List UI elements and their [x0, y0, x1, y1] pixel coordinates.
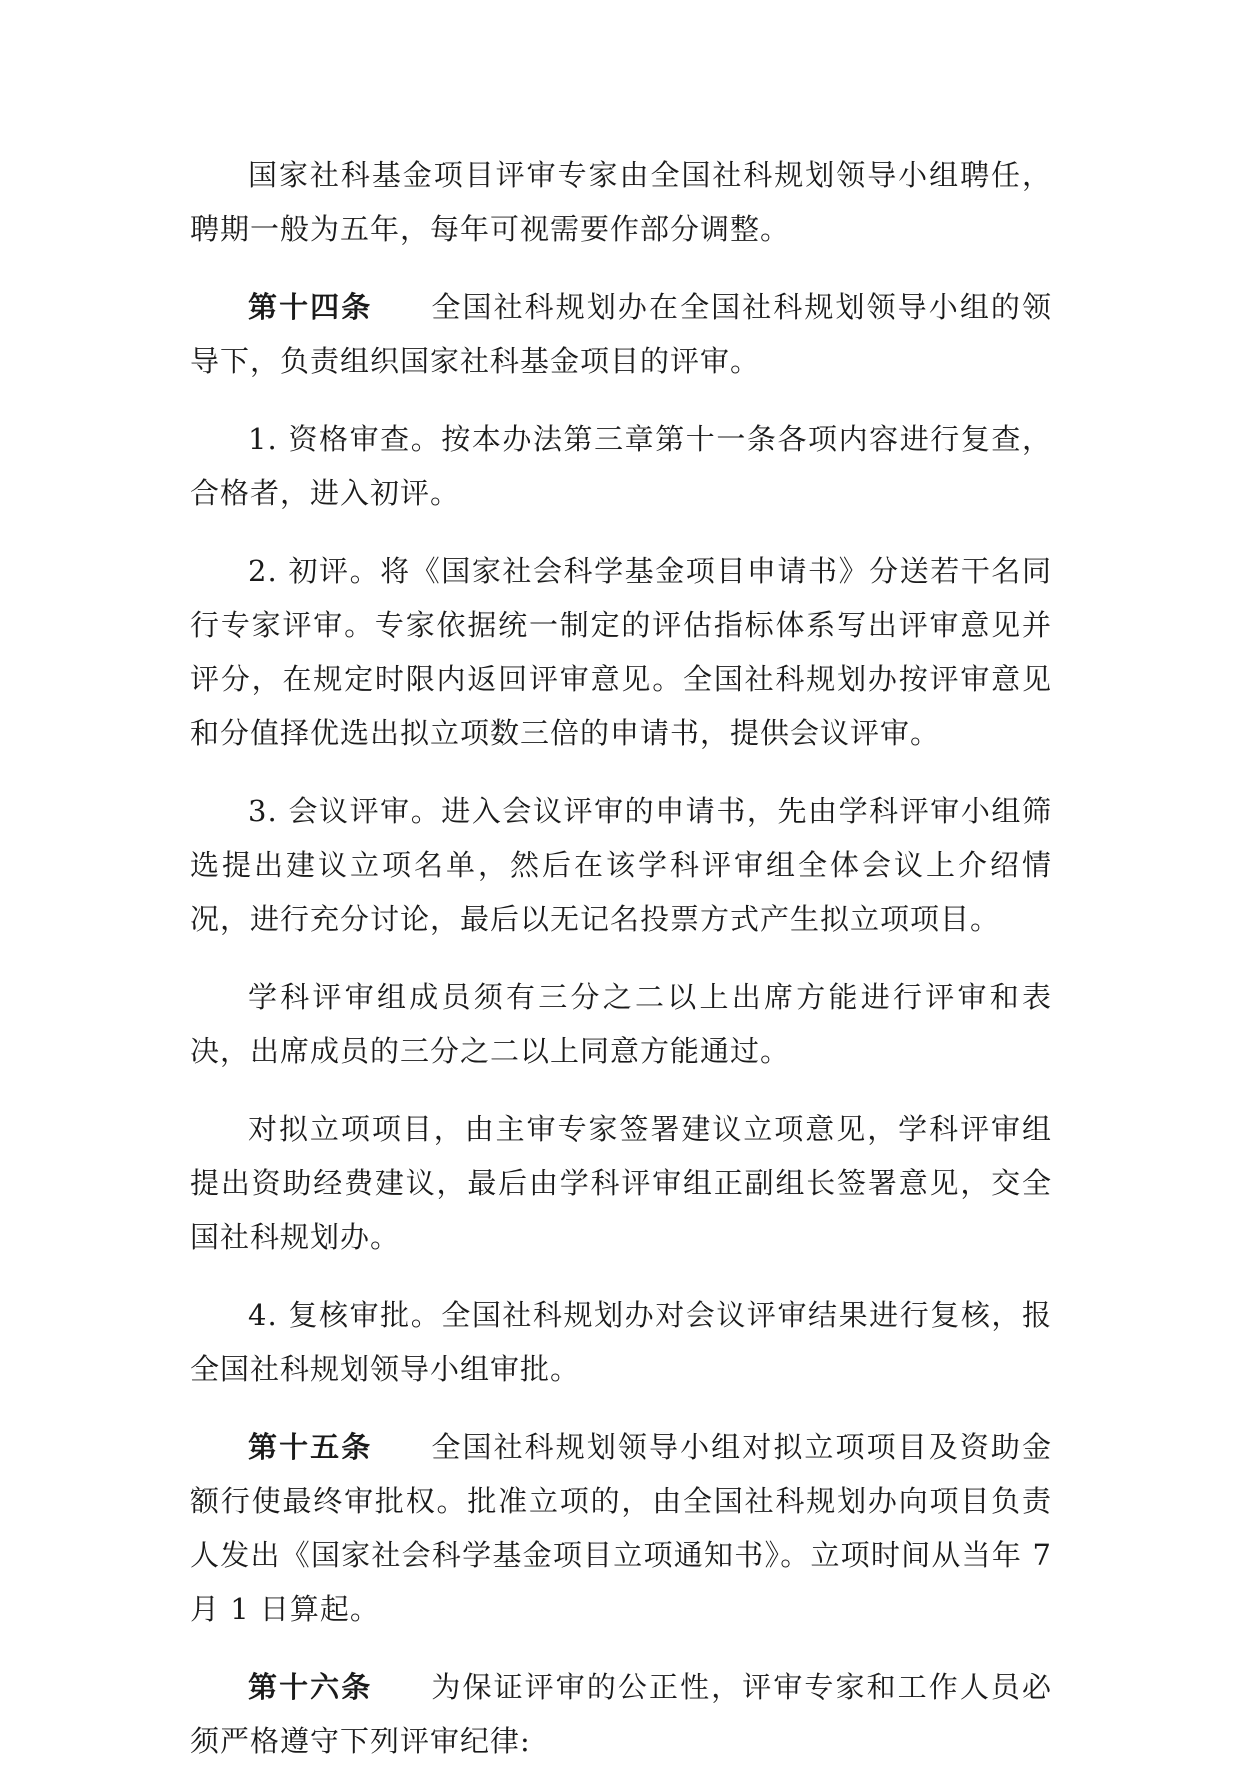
item-preliminary-review	[190, 544, 1052, 760]
paragraph-text: 3. 会议评审。进入会议评审的申请书，先由学科评审小组筛选提出建议立项名单，然后在该学科评审组全体会议上介绍情况，进行充分讨论，最后以无记名投票方式产生拟立项项目。	[190, 794, 1052, 936]
paragraph-text: 4. 复核审批。全国社科规划办对会议评审结果进行复核，报全国社科规划领导小组审批。	[190, 1298, 1052, 1386]
item-qualification-review	[190, 412, 1052, 520]
paragraph-text: 全国社科规划办在全国社科规划领导小组的领导下，负责组织国家社科基金项目的评审。	[190, 290, 1052, 378]
paragraph-text: 全国社科规划领导小组对拟立项项目及资助金额行使最终审批权。批准立项的，由全国社科规划办向项目负责人发出《国家社会科学基金项目立项通知书》。立项时间从当年 7 月 1 日算起。	[190, 1430, 1063, 1626]
item-meeting-review	[190, 784, 1052, 946]
paragraph-text: 学科评审组成员须有三分之二以上出席方能进行评审和表决，出席成员的三分之二以上同意方能通过。	[190, 980, 1052, 1068]
paragraph-text: 为保证评审的公正性，评审专家和工作人员必须严格遵守下列评审纪律:	[190, 1670, 1052, 1758]
article-label: 第十五条	[248, 1430, 373, 1464]
document-page	[190, 148, 1063, 1792]
paragraph-text: 对拟立项项目，由主审专家签署建议立项意见，学科评审组提出资助经费建议，最后由学科评审组正副组长签署意见，交全国社科规划办。	[190, 1112, 1052, 1254]
paragraph-text: 国家社科基金项目评审专家由全国社科规划领导小组聘任，聘期一般为五年，每年可视需要作部分调整。	[190, 158, 1052, 246]
paragraph-text: 1. 资格审查。按本办法第三章第十一条各项内容进行复查，合格者，进入初评。	[190, 422, 1052, 510]
paragraph-quorum	[190, 970, 1052, 1078]
paragraph-expert-appointment	[190, 148, 1052, 256]
article-16	[190, 1660, 1052, 1768]
item-final-approval	[190, 1288, 1052, 1396]
article-14	[190, 280, 1052, 388]
paragraph-funding-proposal	[190, 1102, 1052, 1264]
paragraph-text: 2. 初评。将《国家社会科学基金项目申请书》分送若干名同行专家评审。专家依据统一制定的评估指标体系写出评审意见并评分，在规定时限内返回评审意见。全国社科规划办按评审意见和分值择优选出拟立项数三倍的申请书，提供会议评审。	[190, 554, 1052, 750]
article-label: 第十六条	[248, 1670, 373, 1704]
article-15	[190, 1420, 1063, 1636]
article-label: 第十四条	[248, 290, 373, 324]
